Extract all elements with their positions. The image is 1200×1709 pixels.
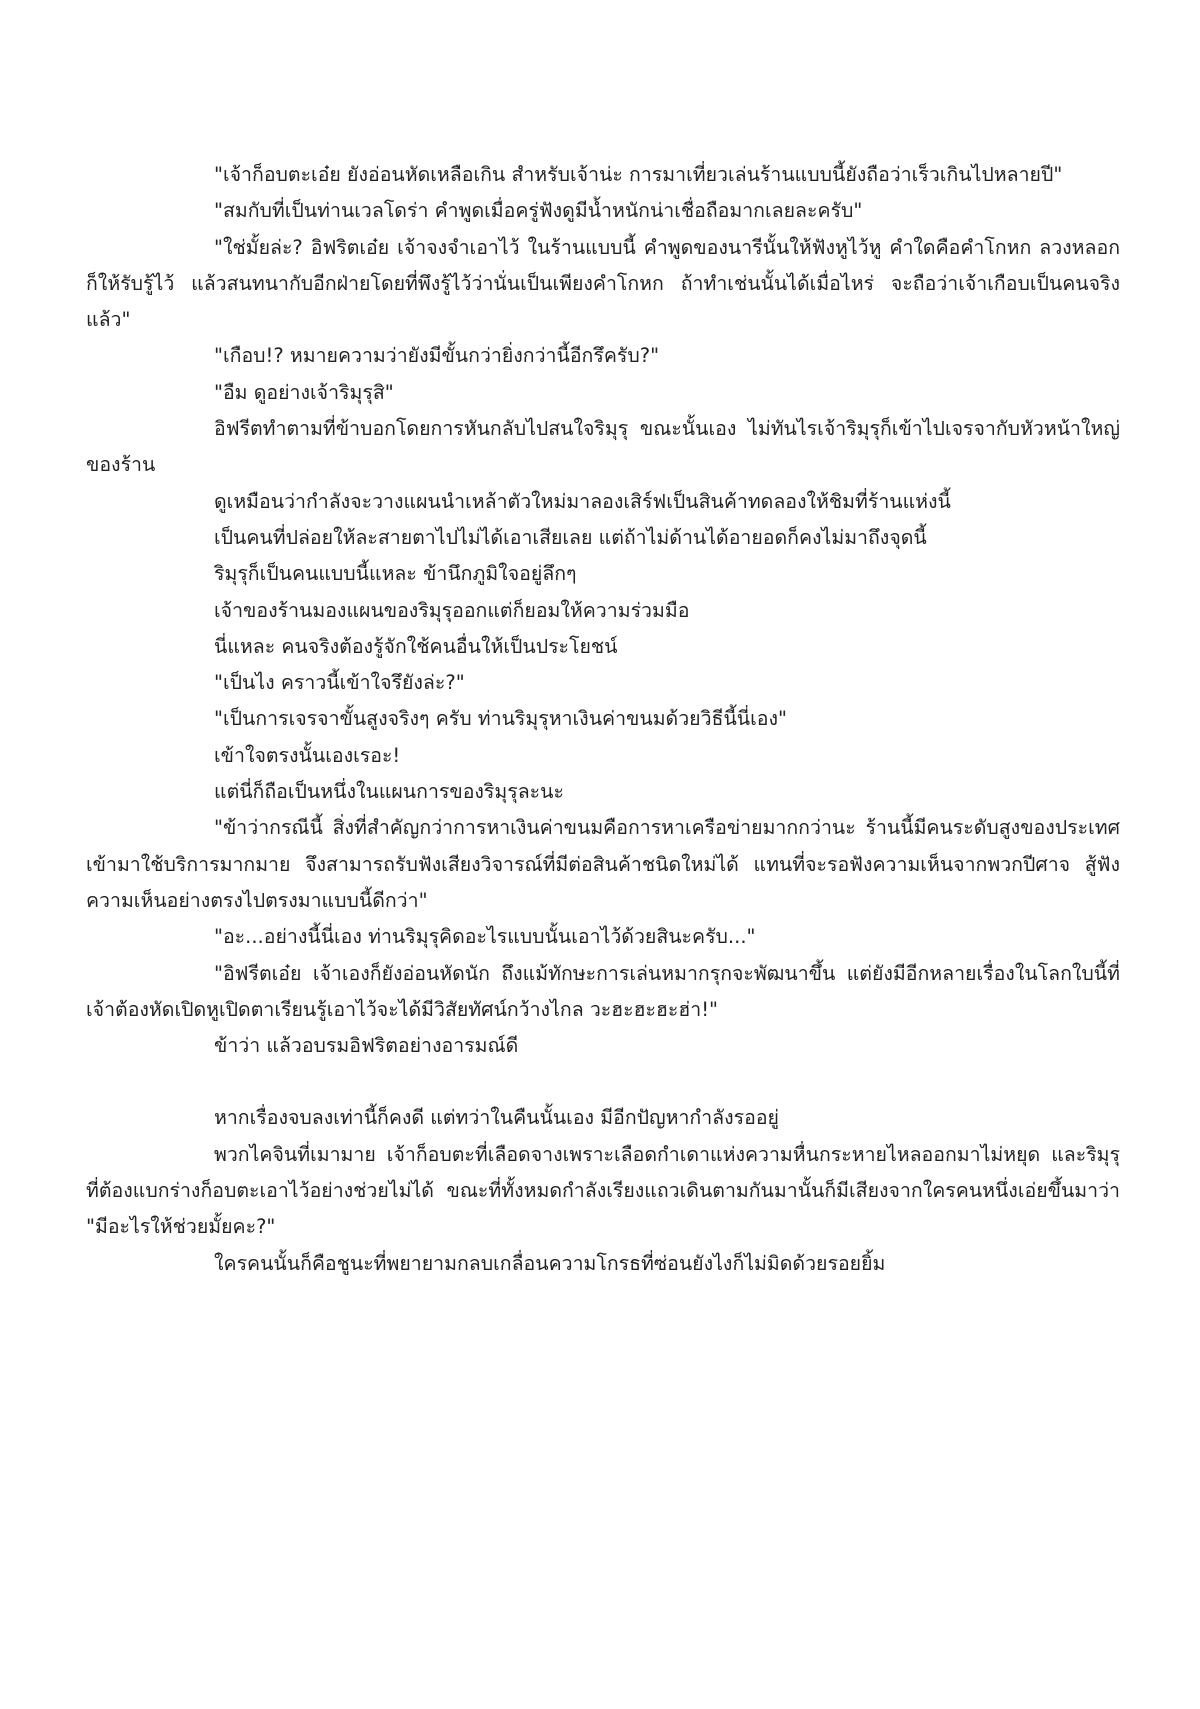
paragraph: พวกไคจินที่เมามาย เจ้าก็อบตะที่เลือดจางเพราะเลือดกำเดาแห่งความหื่นกระหายไหลออกมาไม่หยุด และริมุรุที่ต้องแบกร่างก็อบตะเอาไว้อย่างช่วยไม่ได้ ขณะที่ทั้งหมดกำลังเรียงแถวเดินตามกันมานั้นก็มีเสียงจากใครคนหนึ่งเอ่ยขึ้นมาว่า "มีอะไรให้ช่วยมั้ยคะ?" [86, 1142, 1120, 1239]
paragraph: เป็นคนที่ปล่อยให้ละสายตาไปไม่ได้เอาเสียเลย แต่ถ้าไม่ด้านได้อายอดก็คงไม่มาถึงจุดนี้ [214, 525, 927, 549]
paragraph: "อะ...อย่างนี้นี่เอง ท่านริมุรุคิดอะไรแบบนั้นเอาไว้ด้วยสินะครับ..." [214, 925, 756, 949]
paragraph: อิฟรีตทำตามที่ข้าบอกโดยการหันกลับไปสนใจริมุรุ ขณะนั้นเอง ไม่ทันไรเจ้าริมุรุก็เข้าไปเจรจากับหัวหน้าใหญ่ของร้าน [86, 417, 1120, 477]
paragraph: เจ้าของร้านมองแผนของริมุรุออกแต่ก็ยอมให้ความร่วมมือ [214, 598, 690, 622]
paragraph: นี่แหละ คนจริงต้องรู้จักใช้คนอื่นให้เป็นประโยชน์ [214, 634, 618, 658]
paragraph: "เจ้าก็อบตะเอ๋ย ยังอ่อนหัดเหลือเกิน สำหรับเจ้าน่ะ การมาเที่ยวเล่นร้านแบบนี้ยังถือว่าเร็วเกินไปหลายปี" [214, 163, 1063, 186]
paragraph: "เป็นไง คราวนี้เข้าใจรึยังล่ะ?" [214, 671, 465, 695]
paragraph: ดูเหมือนว่ากำลังจะวางแผนนำเหล้าตัวใหม่มาลองเสิร์ฟเป็นสินค้าทดลองให้ชิมที่ร้านแห่งนี้ [214, 489, 951, 513]
paragraph: เข้าใจตรงนั้นเองเรอะ! [214, 743, 401, 767]
paragraph: "สมกับที่เป็นท่านเวลโดร่า คำพูดเมื่อครู่ฟังดูมีน้ำหนักน่าเชื่อถือมากเลยละครับ" [214, 199, 863, 223]
paragraph: "อิฟรีตเอ๋ย เจ้าเองก็ยังอ่อนหัดนัก ถึงแม้ทักษะการเล่นหมากรุกจะพัฒนาขึ้น แต่ยังมีอีกหลายเรื่องในโลกใบนี้ที่เจ้าต้องหัดเปิดหูเปิดตาเรียนรู้เอาไว้จะได้มีวิสัยทัศน์กว้างไกล วะฮะฮะฮะฮ่า!" [86, 961, 1120, 1021]
paragraph: แต่นี่ก็ถือเป็นหนึ่งในแผนการของริมุรุละนะ [214, 780, 564, 804]
paragraph: ข้าว่า แล้วอบรมอิฟริตอย่างอารมณ์ดี [214, 1034, 519, 1058]
scene-break [86, 1064, 1120, 1100]
paragraph: "ใช่มั้ยล่ะ? อิฟริตเอ๋ย เจ้าจงจำเอาไว้ ในร้านแบบนี้ คำพูดของนารีนั้นให้ฟังหูไว้หู คำใดคือคำโกหก ลวงหลอกก็ให้รับรู้ไว้ แล้วสนทนากับอีกฝ่ายโดยที่พึงรู้ไว้ว่านั่นเป็นเพียงคำโกหก ถ้าทำเช่นนั้นได้เมื่อไหร่ จะถือว่าเจ้าเกือบเป็นคนจริงแล้ว" [86, 235, 1120, 332]
paragraph: ริมุรุก็เป็นคนแบบนี้แหละ ข้านึกภูมิใจอยู่ลึกๆ [214, 562, 577, 586]
document-body [86, 157, 1120, 1282]
paragraph: ใครคนนั้นก็คือชูนะที่พยายามกลบเกลื่อนความโกรธที่ซ่อนยังไงก็ไม่มิดด้วยรอยยิ้ม [214, 1251, 886, 1275]
paragraph: "อืม ดูอย่างเจ้าริมุรุสิ" [214, 380, 394, 404]
paragraph: "เกือบ!? หมายความว่ายังมีขั้นกว่ายิ่งกว่านี้อีกรึครับ?" [214, 344, 660, 368]
paragraph: หากเรื่องจบลงเท่านี้ก็คงดี แต่ทว่าในคืนนั้นเอง มีอีกปัญหากำลังรออยู่ [214, 1106, 779, 1130]
paragraph: "ข้าว่ากรณีนี้ สิ่งที่สำคัญกว่าการหาเงินค่าขนมคือการหาเครือข่ายมากกว่านะ ร้านนี้มีคนระดับสูงของประเทศเข้ามาใช้บริการมากมาย จึงสามารถรับฟังเสียงวิจารณ์ที่มีต่อสินค้าชนิดใหม่ได้ แทนที่จะรอฟังความเห็นจากพวกปีศาจ สู้ฟังความเห็นอย่างตรงไปตรงมาแบบนี้ดีกว่า" [86, 816, 1120, 912]
paragraph: "เป็นการเจรจาขั้นสูงจริงๆ ครับ ท่านริมุรุหาเงินค่าขนมด้วยวิธีนี้นี่เอง" [214, 707, 787, 731]
